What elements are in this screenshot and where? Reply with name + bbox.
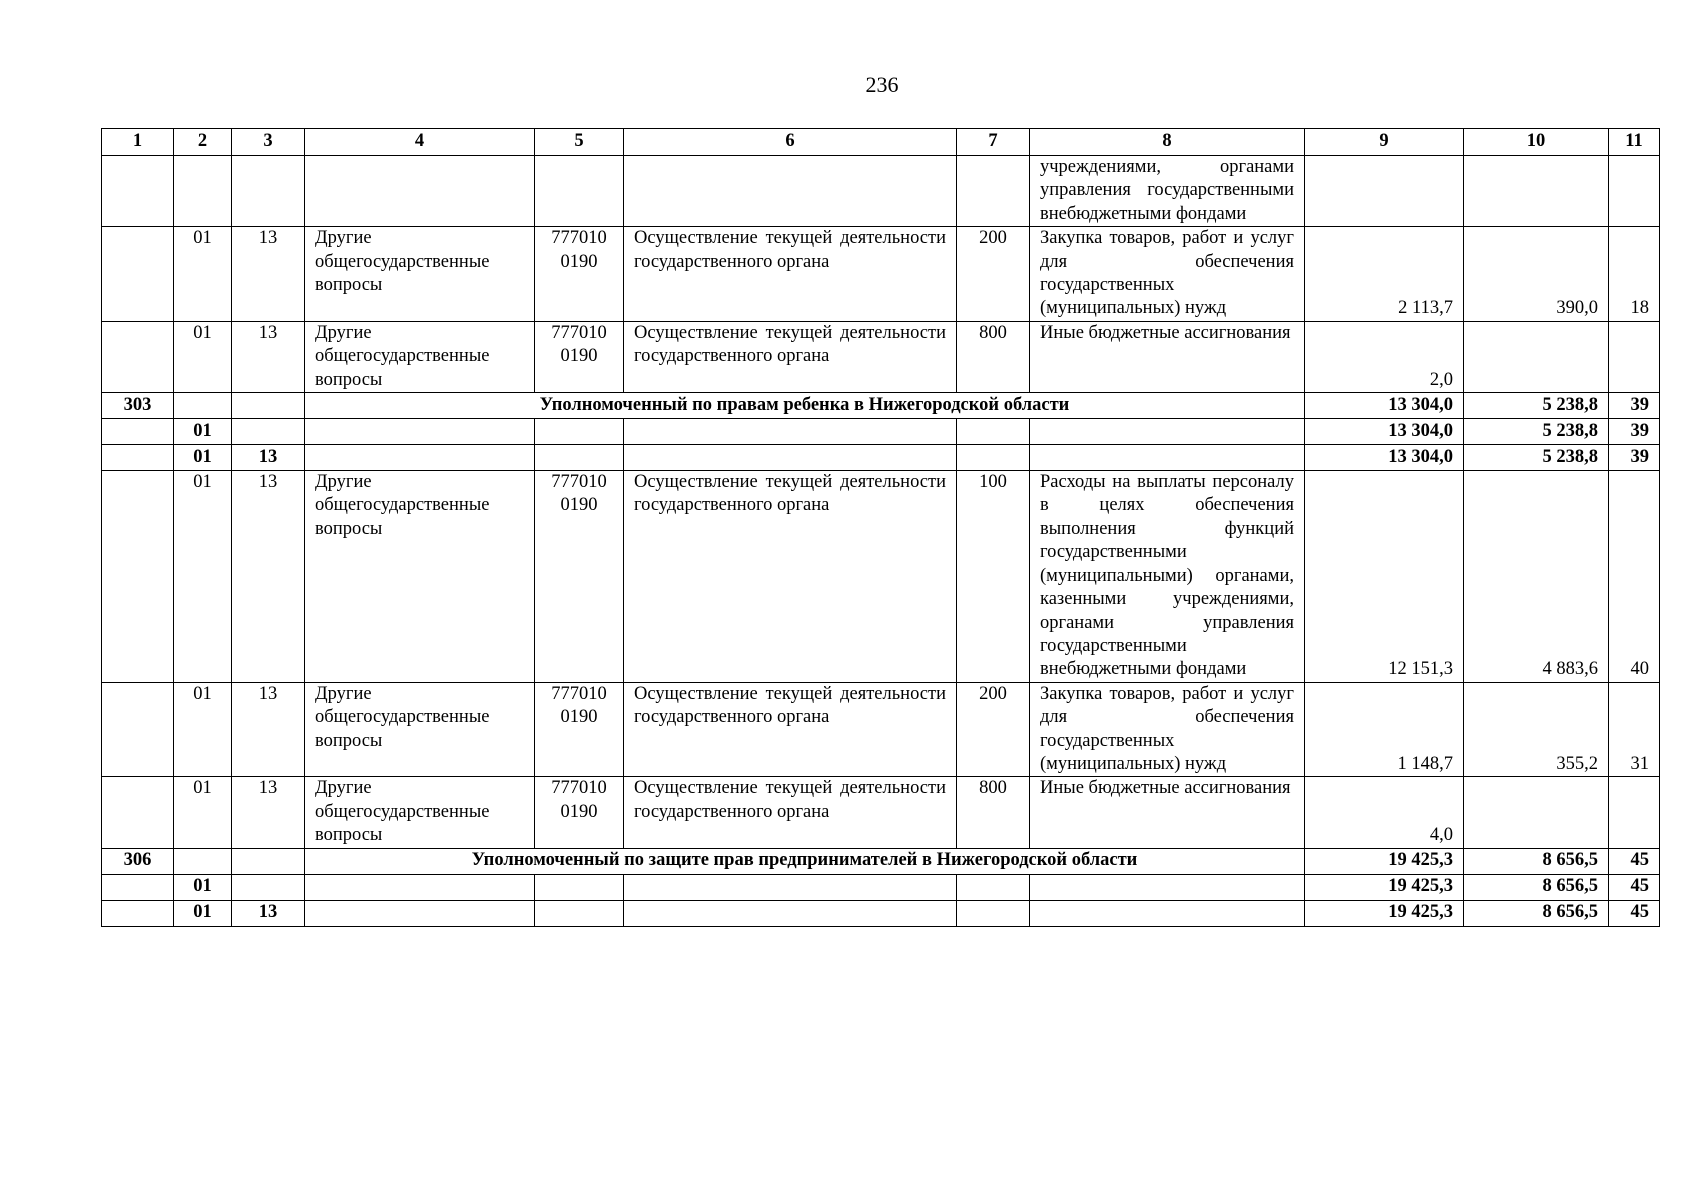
cell-col7 — [957, 156, 1030, 227]
cell-col2 — [174, 848, 232, 874]
cell-col9: 13 304,0 — [1305, 419, 1464, 445]
cell-col3: 13 — [232, 321, 305, 392]
cell-col7 — [957, 900, 1030, 926]
cell-col8: Иные бюджетные ассигнования — [1030, 321, 1305, 392]
cell-col3: 13 — [232, 445, 305, 471]
table-header-row — [102, 129, 1660, 156]
cell-col9: 19 425,3 — [1305, 848, 1464, 874]
cell-col11: 40 — [1609, 471, 1660, 683]
table-row — [102, 321, 1660, 392]
column-header: 1 — [102, 129, 174, 156]
cell-col3 — [232, 156, 305, 227]
cell-col11 — [1609, 156, 1660, 227]
cell-col3 — [232, 393, 305, 419]
cell-col5 — [535, 900, 624, 926]
cell-col3: 13 — [232, 777, 305, 848]
cell-col11: 31 — [1609, 682, 1660, 777]
cell-col1 — [102, 227, 174, 322]
cell-col10: 390,0 — [1464, 227, 1609, 322]
cell-col4: Другие общегосударственные вопросы — [305, 682, 535, 777]
cell-col5 — [535, 445, 624, 471]
cell-col7: 800 — [957, 777, 1030, 848]
cell-col3 — [232, 874, 305, 900]
column-header: 7 — [957, 129, 1030, 156]
cell-col2 — [174, 156, 232, 227]
cell-col2: 01 — [174, 321, 232, 392]
cell-col3: 13 — [232, 471, 305, 683]
column-header: 11 — [1609, 129, 1660, 156]
column-header: 5 — [535, 129, 624, 156]
cell-col1: 303 — [102, 393, 174, 419]
cell-col11 — [1609, 321, 1660, 392]
cell-col4 — [305, 156, 535, 227]
cell-col4: Другие общегосударственные вопросы — [305, 227, 535, 322]
cell-col4 — [305, 874, 535, 900]
cell-col11: 45 — [1609, 874, 1660, 900]
cell-col6 — [624, 156, 957, 227]
cell-col10: 5 238,8 — [1464, 419, 1609, 445]
table-row — [102, 471, 1660, 683]
cell-col7: 200 — [957, 227, 1030, 322]
cell-col6 — [624, 900, 957, 926]
cell-col2: 01 — [174, 419, 232, 445]
cell-col4: Другие общегосударственные вопросы — [305, 777, 535, 848]
section-title: Уполномоченный по защите прав предпринимателей в Нижегородской области — [305, 848, 1305, 874]
cell-col11: 18 — [1609, 227, 1660, 322]
cell-col8 — [1030, 419, 1305, 445]
cell-col2: 01 — [174, 874, 232, 900]
cell-col7 — [957, 419, 1030, 445]
cell-col4 — [305, 419, 535, 445]
section-title-row — [102, 393, 1660, 419]
cell-col8 — [1030, 874, 1305, 900]
cell-col7 — [957, 445, 1030, 471]
cell-col3 — [232, 419, 305, 445]
cell-col3: 13 — [232, 682, 305, 777]
cell-col5: 777010 0190 — [535, 227, 624, 322]
cell-col1 — [102, 156, 174, 227]
section-title-row — [102, 848, 1660, 874]
cell-col11 — [1609, 777, 1660, 848]
cell-col8 — [1030, 445, 1305, 471]
section-title: Уполномоченный по правам ребенка в Нижегородской области — [305, 393, 1305, 419]
column-header: 10 — [1464, 129, 1609, 156]
cell-col9: 13 304,0 — [1305, 393, 1464, 419]
cell-col10: 5 238,8 — [1464, 445, 1609, 471]
cell-col1 — [102, 682, 174, 777]
cell-col1 — [102, 419, 174, 445]
cell-col4: Другие общегосударственные вопросы — [305, 321, 535, 392]
cell-col10 — [1464, 321, 1609, 392]
cell-col3: 13 — [232, 900, 305, 926]
cell-col5: 777010 0190 — [535, 777, 624, 848]
cell-col9: 19 425,3 — [1305, 874, 1464, 900]
cell-col9: 2,0 — [1305, 321, 1464, 392]
cell-col1: 306 — [102, 848, 174, 874]
cell-col5: 777010 0190 — [535, 682, 624, 777]
cell-col6: Осуществление текущей деятельности государственного органа — [624, 777, 957, 848]
cell-col11: 39 — [1609, 393, 1660, 419]
cell-col11: 45 — [1609, 900, 1660, 926]
cell-col7: 200 — [957, 682, 1030, 777]
table-row — [102, 227, 1660, 322]
cell-col4 — [305, 900, 535, 926]
cell-col5: 777010 0190 — [535, 321, 624, 392]
page-number: 236 — [865, 72, 899, 97]
cell-col5 — [535, 156, 624, 227]
cell-col7: 100 — [957, 471, 1030, 683]
cell-col1 — [102, 471, 174, 683]
cell-col8: Расходы на выплаты персоналу в целях обеспечения выполнения функций государственными (муниципальными) органами, казенными учреждениями, органами управления государственными внебюджетными фондами — [1030, 471, 1305, 683]
subtotal-row — [102, 419, 1660, 445]
cell-col7 — [957, 874, 1030, 900]
table-row — [102, 156, 1660, 227]
cell-col6 — [624, 874, 957, 900]
cell-col5: 777010 0190 — [535, 471, 624, 683]
cell-col2 — [174, 393, 232, 419]
cell-col8 — [1030, 900, 1305, 926]
column-header: 6 — [624, 129, 957, 156]
cell-col1 — [102, 321, 174, 392]
cell-col10: 8 656,5 — [1464, 848, 1609, 874]
cell-col6 — [624, 445, 957, 471]
cell-col8: Закупка товаров, работ и услуг для обеспечения государственных (муниципальных) нужд — [1030, 682, 1305, 777]
cell-col8: учреждениями, органами управления государственными внебюджетными фондами — [1030, 156, 1305, 227]
cell-col1 — [102, 445, 174, 471]
cell-col10 — [1464, 777, 1609, 848]
subtotal-row — [102, 445, 1660, 471]
cell-col4 — [305, 445, 535, 471]
cell-col5 — [535, 874, 624, 900]
cell-col6: Осуществление текущей деятельности государственного органа — [624, 471, 957, 683]
cell-col10: 4 883,6 — [1464, 471, 1609, 683]
subtotal-row — [102, 874, 1660, 900]
cell-col11: 39 — [1609, 419, 1660, 445]
cell-col1 — [102, 777, 174, 848]
cell-col10: 8 656,5 — [1464, 874, 1609, 900]
cell-col9: 12 151,3 — [1305, 471, 1464, 683]
cell-col5 — [535, 419, 624, 445]
cell-col9: 19 425,3 — [1305, 900, 1464, 926]
cell-col2: 01 — [174, 682, 232, 777]
column-header: 8 — [1030, 129, 1305, 156]
column-header: 2 — [174, 129, 232, 156]
cell-col6: Осуществление текущей деятельности государственного органа — [624, 321, 957, 392]
cell-col6 — [624, 419, 957, 445]
cell-col8: Закупка товаров, работ и услуг для обеспечения государственных (муниципальных) нужд — [1030, 227, 1305, 322]
cell-col2: 01 — [174, 900, 232, 926]
cell-col2: 01 — [174, 445, 232, 471]
cell-col2: 01 — [174, 777, 232, 848]
column-header: 4 — [305, 129, 535, 156]
cell-col2: 01 — [174, 471, 232, 683]
column-header: 3 — [232, 129, 305, 156]
cell-col3: 13 — [232, 227, 305, 322]
cell-col10: 8 656,5 — [1464, 900, 1609, 926]
cell-col9: 2 113,7 — [1305, 227, 1464, 322]
cell-col4: Другие общегосударственные вопросы — [305, 471, 535, 683]
cell-col9: 1 148,7 — [1305, 682, 1464, 777]
cell-col2: 01 — [174, 227, 232, 322]
cell-col7: 800 — [957, 321, 1030, 392]
cell-col1 — [102, 900, 174, 926]
cell-col6: Осуществление текущей деятельности государственного органа — [624, 227, 957, 322]
cell-col9 — [1305, 156, 1464, 227]
cell-col9: 13 304,0 — [1305, 445, 1464, 471]
table-row — [102, 682, 1660, 777]
cell-col10 — [1464, 156, 1609, 227]
cell-col10: 355,2 — [1464, 682, 1609, 777]
table-row — [102, 777, 1660, 848]
cell-col9: 4,0 — [1305, 777, 1464, 848]
cell-col3 — [232, 848, 305, 874]
cell-col11: 45 — [1609, 848, 1660, 874]
column-header: 9 — [1305, 129, 1464, 156]
cell-col8: Иные бюджетные ассигнования — [1030, 777, 1305, 848]
cell-col1 — [102, 874, 174, 900]
cell-col11: 39 — [1609, 445, 1660, 471]
budget-table — [101, 128, 1660, 927]
cell-col6: Осуществление текущей деятельности государственного органа — [624, 682, 957, 777]
cell-col10: 5 238,8 — [1464, 393, 1609, 419]
subtotal-row — [102, 900, 1660, 926]
